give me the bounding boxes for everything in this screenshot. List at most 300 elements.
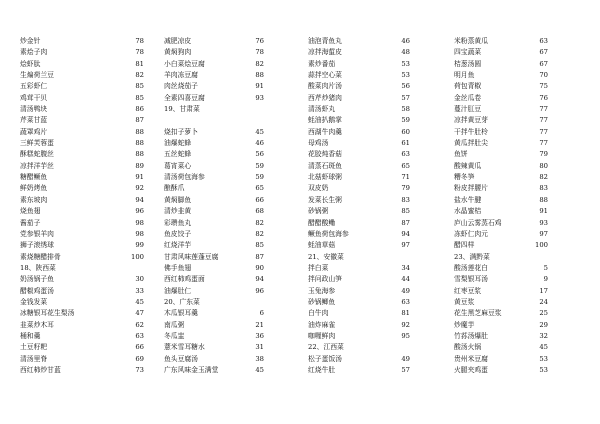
item-name: 干拌牛肚柃: [454, 127, 488, 136]
list-item: [308, 59, 410, 70]
list-item: [20, 172, 144, 183]
list-item: [308, 161, 410, 172]
list-item: [454, 127, 548, 138]
list-item: [20, 183, 144, 194]
item-name: 素烧糖醋排骨: [20, 252, 61, 261]
item-name: 黄瓜拌肚尖: [454, 139, 488, 148]
item-name: 蔬罩鸡片: [20, 127, 48, 136]
list-item: [20, 354, 144, 365]
page-number: 93: [539, 218, 548, 227]
page-number: 88: [135, 150, 144, 159]
item-name: 火腿夹鸡蛋: [454, 365, 488, 374]
list-item: [20, 115, 144, 126]
list-item: [20, 36, 144, 47]
item-name: 烧扣子萝卜: [164, 127, 198, 136]
item-name: 凉拌黄豆芽: [454, 116, 488, 125]
page-number: 97: [401, 241, 410, 250]
item-name: 清汤鸭块: [20, 105, 48, 114]
list-item: [308, 252, 410, 263]
page-number: 93: [255, 93, 264, 102]
page-number: 88: [255, 71, 264, 80]
list-item: [454, 320, 548, 331]
list-item: [454, 218, 548, 229]
page-number: 96: [135, 207, 144, 216]
list-item: [164, 308, 264, 319]
list-item: [20, 218, 144, 229]
page-number: 96: [255, 286, 264, 295]
list-item: [454, 342, 548, 353]
page-number: 30: [135, 275, 144, 284]
list-item: [20, 138, 144, 149]
item-name: 鸡茸干贝: [20, 93, 48, 102]
page-number: 98: [135, 218, 144, 227]
list-item: [164, 70, 264, 81]
list-item: [20, 274, 144, 285]
page-number: 91: [135, 173, 144, 182]
list-item: [20, 229, 144, 240]
item-name: 清汤虾丸: [308, 105, 336, 114]
page-number: 87: [401, 218, 410, 227]
item-list: [308, 36, 410, 376]
page-number: 65: [255, 184, 264, 193]
list-item: [20, 331, 144, 342]
item-name: 冬瓜盅: [164, 331, 185, 340]
item-name: 肉丝烧茄子: [164, 82, 198, 91]
list-item: [164, 161, 264, 172]
list-item: [20, 286, 144, 297]
list-item: [164, 115, 264, 126]
item-list: [454, 36, 548, 376]
item-name: 葛宵菜心: [164, 161, 192, 170]
list-item: [20, 161, 144, 172]
page-number: 87: [255, 252, 264, 261]
page-number: 82: [539, 173, 548, 182]
page-number: 75: [539, 82, 548, 91]
list-item: [308, 149, 410, 160]
list-item: [308, 331, 410, 342]
page-number: 29: [539, 320, 548, 329]
item-name: 桔葱汤圆: [454, 59, 482, 68]
list-item: [20, 59, 144, 70]
item-name: 拌问政山笋: [308, 275, 342, 284]
list-item: [454, 240, 548, 251]
page-number: 63: [401, 150, 410, 159]
item-name: 鲜奶烤鱼: [20, 184, 48, 193]
list-item: [20, 127, 144, 138]
list-item: [454, 308, 548, 319]
item-name: 四宝蔬菜: [454, 48, 482, 57]
list-column-4: [454, 36, 548, 376]
page-number: 45: [539, 343, 548, 352]
list-item: [20, 308, 144, 319]
page-number: 76: [255, 37, 264, 45]
page-number: 88: [539, 195, 548, 204]
page-number: 49: [401, 286, 410, 295]
page-number: 85: [135, 82, 144, 91]
page-number: 57: [401, 93, 410, 102]
item-name: 西湖牛肉羹: [308, 127, 342, 136]
list-item: [164, 342, 264, 353]
page-number: 95: [401, 331, 410, 340]
list-item: [164, 286, 264, 297]
page-number: 76: [539, 93, 548, 102]
list-item: [308, 47, 410, 58]
item-name: 母鸡汤: [308, 139, 329, 148]
item-name: 蚝油扒鹅掌: [308, 116, 342, 125]
page-number: 46: [401, 37, 410, 45]
page-number: 63: [135, 331, 144, 340]
item-name: 佛手鱼翅: [164, 263, 192, 272]
page-number: 97: [539, 229, 548, 238]
list-item: [454, 70, 548, 81]
list-item: [454, 59, 548, 70]
list-item: [308, 286, 410, 297]
list-item: [164, 59, 264, 70]
list-item: [20, 93, 144, 104]
page-number: 88: [135, 139, 144, 148]
item-name: 西红柿炒甘蓝: [20, 365, 61, 374]
page-number: 67: [539, 48, 548, 57]
item-name: 羊肉冻豆腐: [164, 71, 198, 80]
list-item: [164, 149, 264, 160]
list-item: [164, 218, 264, 229]
page-number: 81: [135, 59, 144, 68]
list-item: [454, 365, 548, 376]
item-name: 西芹炒猪肉: [308, 93, 342, 102]
item-name: 烩虾肽: [20, 59, 41, 68]
item-name: 发菜长生粥: [308, 195, 342, 204]
item-name: 炒金针: [20, 37, 41, 45]
page-number: 31: [255, 343, 264, 352]
list-item: [164, 252, 264, 263]
item-name: 糟冬笋: [454, 173, 475, 182]
list-item: [308, 138, 410, 149]
page-number: 6: [259, 309, 264, 318]
page-number: 47: [135, 309, 144, 318]
page-number: 91: [255, 82, 264, 91]
page-number: 32: [539, 331, 548, 340]
list-item: [454, 183, 548, 194]
page-number: 59: [255, 173, 264, 182]
item-name: 黄焖脚鱼: [164, 195, 192, 204]
item-name: 奶汤锅子鱼: [20, 275, 54, 284]
item-name: 凉拌海蜇皮: [308, 48, 342, 57]
page-number: 25: [539, 309, 548, 318]
list-item: [164, 138, 264, 149]
page-number: 77: [539, 139, 548, 148]
list-item: [454, 297, 548, 308]
list-item: [308, 365, 410, 376]
item-name: 蚝油草菇: [308, 241, 336, 250]
list-item: [164, 297, 264, 308]
list-item: [454, 195, 548, 206]
item-name: 白牛肉: [308, 309, 329, 318]
item-name: 清汤荷包海参: [164, 173, 205, 182]
list-item: [164, 104, 264, 115]
page-number: 63: [539, 37, 548, 45]
item-name: 糖醋鳜鱼: [20, 173, 48, 182]
page-number: 89: [135, 161, 144, 170]
item-name: 土豆籽粑: [20, 343, 48, 352]
page-number: 82: [255, 59, 264, 68]
item-name: 五丝蛇蜂: [164, 150, 192, 159]
page-number: 71: [401, 173, 410, 182]
item-name: 醋椒鸡蛋汤: [20, 286, 54, 295]
item-name: 玉兔海参: [308, 286, 336, 295]
item-name: 清炒韭黄: [164, 207, 192, 216]
item-name: 金丝瓜卷: [454, 93, 482, 102]
page-number: 73: [135, 365, 144, 374]
item-name: 油爆蛇蜂: [164, 139, 192, 148]
list-item: [308, 240, 410, 251]
list-item: [454, 263, 548, 274]
list-item: [20, 70, 144, 81]
page-number: 100: [535, 241, 548, 250]
list-item: [308, 127, 410, 138]
item-name: 庐山云雾蒸石鸡: [454, 218, 502, 227]
item-name: 酱茄子: [20, 218, 41, 227]
page-number: 69: [135, 354, 144, 363]
list-item: [20, 104, 144, 115]
item-name: 明月鱼: [454, 71, 475, 80]
item-name: 砂锅鲫鱼: [308, 297, 336, 306]
item-name: 烧鱼翅: [20, 207, 41, 216]
list-item: [308, 320, 410, 331]
item-name: 鳜鱼荷包海参: [308, 229, 349, 238]
page-number: 59: [401, 116, 410, 125]
item-name: 黄焖狗肉: [164, 48, 192, 57]
page-number: 56: [255, 150, 264, 159]
list-item: [454, 274, 548, 285]
list-item: [454, 331, 548, 342]
item-name: 薏米雪耳糖水: [164, 343, 205, 352]
item-name: 松子蛋饭汤: [308, 354, 342, 363]
list-item: [308, 263, 410, 274]
item-name: 22、江西菜: [308, 343, 344, 352]
item-name: 粉皮拌腰片: [454, 184, 488, 193]
item-name: 荷包青椒: [454, 82, 482, 91]
item-name: 蔓汁肛豆: [454, 105, 482, 114]
page-number: 83: [539, 184, 548, 193]
item-name: 酥糕蛇腹丝: [20, 150, 54, 159]
item-name: 米粉蒸黄瓜: [454, 37, 488, 45]
page-number: 92: [135, 184, 144, 193]
page-number: 65: [401, 161, 410, 170]
page-number: 79: [539, 150, 548, 159]
list-item: [164, 331, 264, 342]
list-item: [308, 274, 410, 285]
page-number: 62: [135, 320, 144, 329]
list-item: [308, 104, 410, 115]
item-name: 黄豆浆: [454, 297, 475, 306]
item-name: 砂锅粥: [308, 207, 329, 216]
list-item: [20, 206, 144, 217]
item-name: 五彩虾仁: [20, 82, 48, 91]
page-number: 48: [401, 48, 410, 57]
list-item: [308, 70, 410, 81]
item-name: 23、满黔菜: [454, 252, 490, 261]
item-name: 冰糖银耳花生梨汤: [20, 309, 75, 318]
list-item: [20, 149, 144, 160]
page-number: 82: [255, 218, 264, 227]
list-item: [164, 206, 264, 217]
list-item: [308, 81, 410, 92]
item-name: 醋四样: [454, 241, 475, 250]
item-name: 芹菜甘蓝: [20, 116, 48, 125]
item-name: 西红柿鸡蛋面: [164, 275, 205, 284]
item-name: 金钱发菜: [20, 297, 48, 306]
item-name: 蒜拌空心菜: [308, 71, 342, 80]
list-item: [308, 297, 410, 308]
page-number: 98: [135, 229, 144, 238]
item-name: 凉拌洋芋丝: [20, 161, 54, 170]
list-column-3: [308, 36, 410, 376]
list-item: [308, 218, 410, 229]
list-item: [20, 365, 144, 376]
page-number: 34: [401, 263, 410, 272]
page-number: 9: [543, 275, 548, 284]
item-name: 盐水牛腱: [454, 195, 482, 204]
list-item: [308, 229, 410, 240]
item-name: 鱼头豆腐汤: [164, 354, 198, 363]
list-item: [454, 229, 548, 240]
list-item: [454, 93, 548, 104]
page-number: 77: [539, 127, 548, 136]
list-item: [164, 274, 264, 285]
list-item: [308, 36, 410, 47]
item-name: 19、甘肃菜: [164, 105, 200, 114]
item-name: 贵州米豆腐: [454, 354, 488, 363]
page-number: 87: [135, 116, 144, 125]
list-item: [308, 308, 410, 319]
page-number: 85: [135, 93, 144, 102]
list-item: [454, 115, 548, 126]
item-name: 水晶蜜桔: [454, 207, 482, 216]
item-name: 甘肃风味莲蓬豆腐: [164, 252, 219, 261]
page-number: 83: [401, 195, 410, 204]
page-number: 53: [401, 71, 410, 80]
item-name: 彩瓒鱼丸: [164, 218, 192, 227]
list-item: [20, 297, 144, 308]
page-number: 36: [255, 331, 264, 340]
item-name: 清蒸石斑鱼: [308, 161, 342, 170]
item-name: 红烧牛肚: [308, 365, 336, 374]
page-number: 100: [131, 252, 144, 261]
item-name: 20、广东菜: [164, 297, 200, 306]
item-name: 红烧洋芋: [164, 241, 192, 250]
page-number: 68: [255, 207, 264, 216]
item-name: 素东坡肉: [20, 195, 48, 204]
page-number: 49: [401, 354, 410, 363]
item-name: 木瓜银耳羹: [164, 309, 198, 318]
item-name: 竹荪汤爆肚: [454, 331, 488, 340]
page-number: 77: [539, 116, 548, 125]
page-number: 53: [539, 354, 548, 363]
list-item: [454, 36, 548, 47]
list-item: [308, 172, 410, 183]
list-item: [164, 183, 264, 194]
item-name: 18、陕西菜: [20, 263, 56, 272]
list-item: [454, 286, 548, 297]
list-item: [164, 93, 264, 104]
list-item: [20, 252, 144, 263]
page-number: 81: [401, 309, 410, 318]
page-number: 86: [135, 105, 144, 114]
page-number: 66: [135, 343, 144, 352]
item-name: 酿酥爪: [164, 184, 185, 193]
page-number: 24: [539, 297, 548, 306]
page-number: 45: [135, 297, 144, 306]
list-item: [308, 354, 410, 365]
list-item: [20, 47, 144, 58]
list-item: [20, 195, 144, 206]
list-item: [308, 195, 410, 206]
page-number: 67: [539, 59, 548, 68]
list-item: [164, 36, 264, 47]
item-name: 全素四喜豆腐: [164, 93, 205, 102]
page-number: 80: [539, 161, 548, 170]
list-item: [308, 183, 410, 194]
page-number: 92: [401, 320, 410, 329]
page-number: 66: [255, 195, 264, 204]
page-number: 53: [401, 59, 410, 68]
item-name: 党参银羊肉: [20, 229, 54, 238]
item-name: 油炸麻雀: [308, 320, 336, 329]
page-number: 5: [543, 263, 548, 272]
page-number: 56: [401, 82, 410, 91]
list-item: [308, 115, 410, 126]
item-name: 冻虾仁肉元: [454, 229, 488, 238]
list-item: [164, 172, 264, 183]
list-item: [454, 149, 548, 160]
item-name: 减肥凉皮: [164, 37, 192, 45]
item-name: 油泡青鱼丸: [308, 37, 342, 45]
list-item: [164, 47, 264, 58]
item-name: 酸菜肉片汤: [308, 82, 342, 91]
page-number: 21: [255, 320, 264, 329]
item-name: 桶和羹: [20, 331, 41, 340]
page-number: 38: [255, 354, 264, 363]
item-name: 红枣豆浆: [454, 286, 482, 295]
list-item: [164, 263, 264, 274]
page-number: 33: [135, 286, 144, 295]
page-number: 82: [255, 229, 264, 238]
list-item: [164, 320, 264, 331]
item-name: 花生黑芝麻豆浆: [454, 309, 502, 318]
page-number: 78: [255, 48, 264, 57]
list-item: [20, 342, 144, 353]
page-number: 88: [135, 127, 144, 136]
item-name: 素烩子肉: [20, 48, 48, 57]
list-item: [454, 47, 548, 58]
item-name: 酸汤火锅: [454, 343, 482, 352]
list-item: [164, 127, 264, 138]
page-number: 45: [255, 365, 264, 374]
list-column-2: [164, 36, 264, 376]
list-item: [454, 252, 548, 263]
list-item: [454, 104, 548, 115]
page-number: 91: [539, 207, 548, 216]
list-item: [164, 240, 264, 251]
page-number: 78: [135, 37, 144, 45]
page-number: 57: [401, 365, 410, 374]
list-item: [20, 320, 144, 331]
item-name: 咖喱鲜肉: [308, 331, 336, 340]
page-number: 63: [401, 297, 410, 306]
list-item: [20, 81, 144, 92]
page-number: 94: [255, 275, 264, 284]
list-item: [164, 354, 264, 365]
